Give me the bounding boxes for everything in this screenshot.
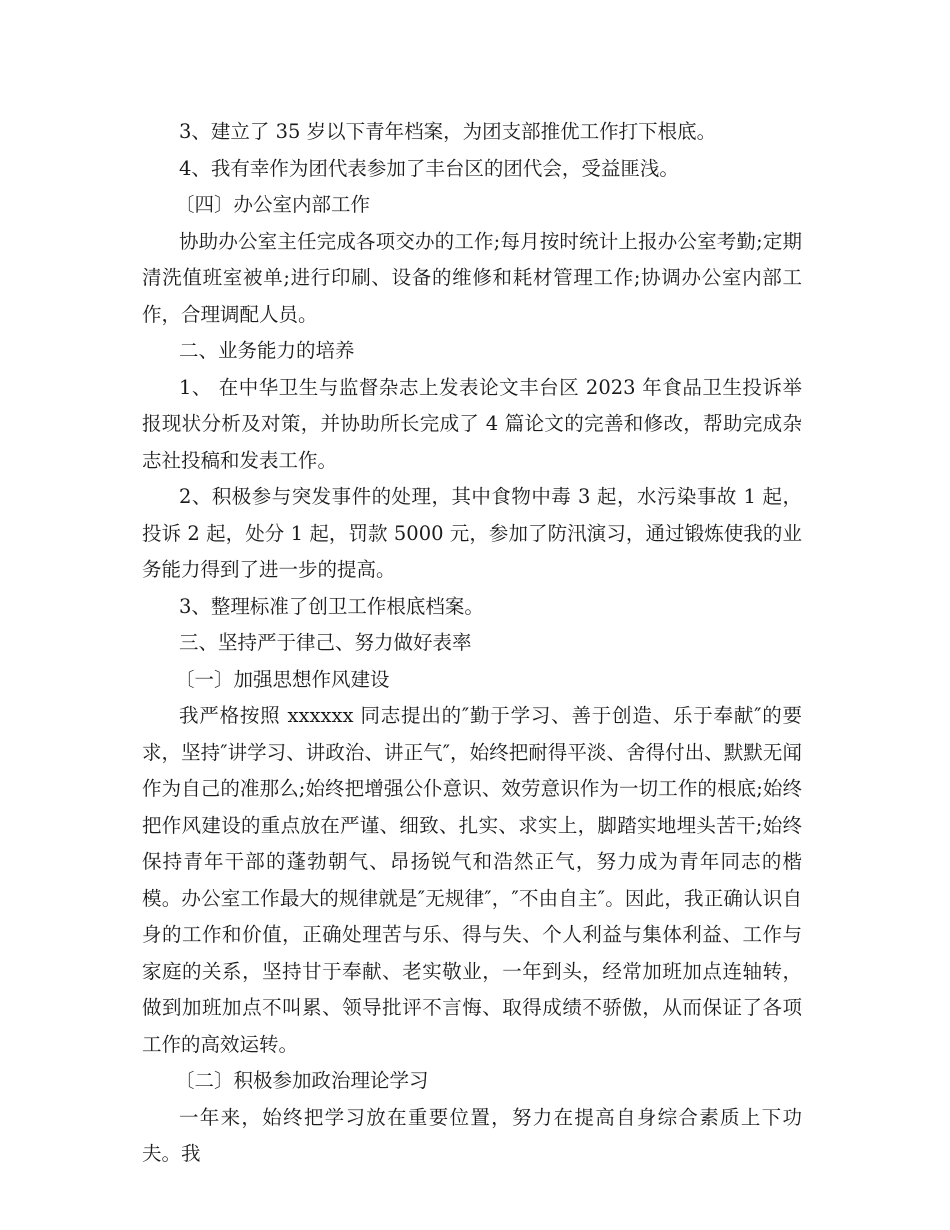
section-heading-business-ability: 二、业务能力的培养: [179, 339, 355, 362]
paragraph-business-3: 3、整理标准了创卫工作根底档案。: [179, 594, 484, 618]
paragraph-political-study: 一年来，始终把学习放在重要位置，努力在提高自身综合素质上下功夫。我: [142, 1105, 802, 1165]
paragraph-business-1: 1、 在中华卫生与监督杂志上发表论文丰台区 2023 年食品卫生投诉举报现状分析及对策，并协助所长完成了 4 篇论文的完善和修改，帮助完成杂志社投稿和发表工作。: [142, 375, 802, 472]
subsection-heading-political-study: 〔二〕积极参加政治理论学习: [175, 1069, 429, 1092]
section-heading-self-discipline: 三、坚持严于律己、努力做好表率: [179, 631, 472, 654]
paragraph-item-4: 4、我有幸作为团代表参加了丰台区的团代会，受益匪浅。: [179, 156, 679, 180]
document-body: [142, 114, 802, 1173]
subsection-heading-work-style: 〔一〕加强思想作风建设: [175, 667, 390, 691]
paragraph-work-style: 我严格按照 xxxxxx 同志提出的″勤于学习、善于创造、乐于奉献″的要求，坚持″讲学习、讲政治、讲正气″，始终把耐得平淡、舍得付出、默默无闻作为自己的准那么;始终把增强公仆意识、效劳意识作为一切工作的根底;始终把作风建设的重点放在严谨、细致、扎实、求实上，脚踏实地埋头苦干;始终保持青年干部的蓬勃朝气、昂扬锐气和浩然正气，努力成为青年同志的楷模。办公室工作最大的规律就是″无规律″，″不由自主″。因此，我正确认识自身的工作和价值，正确处理苦与乐、得与失、个人利益与集体利益、工作与家庭的关系，坚持甘于奉献、老实敬业，一年到头，经常加班加点连轴转，做到加班加点不叫累、领导批评不言悔、取得成绩不骄傲，从而保证了各项工作的高效运转。: [142, 704, 802, 1056]
section-heading-office-work: 〔四〕办公室内部工作: [175, 193, 371, 216]
paragraph-item-3: 3、建立了 35 岁以下青年档案，为团支部推优工作打下根底。: [179, 120, 717, 143]
paragraph-business-2: 2、积极参与突发事件的处理，其中食物中毒 3 起，水污染事故 1 起，投诉 2 起，处分 1 起，罚款 5000 元，参加了防汛演习，通过锻炼使我的业务能力得到了进一步的提高。: [142, 485, 802, 581]
paragraph-office-duties: 协助办公室主任完成各项交办的工作;每月按时统计上报办公室考勤;定期清洗值班室被单;进行印刷、设备的维修和耗材管理工作;协调办公室内部工作，合理调配人员。: [142, 229, 802, 326]
